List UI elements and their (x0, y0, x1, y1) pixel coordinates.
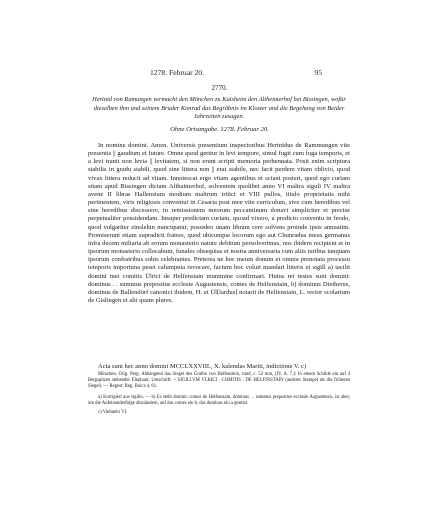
document-number: 2770. (211, 84, 228, 92)
document-summary: Hertnid von Ramungen vermacht den Mönchen zu Kaisheim den Altheimerhof bei Bissingen, wofür dieselben ihm und seinem Bruder Konrad das Begräbnis im Kloster und die Begehung von Beider Jahrzeiten zusagen. (92, 96, 346, 121)
running-header (150, 68, 322, 78)
page-number: 95 (314, 68, 322, 77)
footnote-a-b: a) Korrigiert aus sigilio. — b) Es steht domini: comes de Helfenstain, dominus . . summus prepositus ecclesie Augustensis, ist aber, um die Aufeinanderfolge abzuändern, auf das comes ein b, das dominus ein a gesetzt. (88, 394, 350, 406)
acta-line: Acta sunt hec anno domini MCCLXXVIII., X. kalendas Martii, indictione V. c) (98, 363, 307, 370)
document-body: In nomine domini. Amen. Universis presentium inspectoribus Hertnidus de Rammungen vite presentis || gaudium et future. Omne quod geritur in levi tempore, simul fugit cum fuga temporis, et a levi tranit non levia || levitatem, si non erunt scripti memoria perhennata. Posit enim scriptura stabilis in gradu stabili, quod sine littera non || erat stabile, nec facit perdere vitam oblivio, quod vivax littera reducit ad vitam. Innotescat ergo vitam agentibus et sciant posteri, quod ego curiam sitam apud Bissingen dictam Althaimerhof, solventem quolibet anno VI maltra siguli IV maltra avene II libras Hallensium modium maltrum tritici et VIII pullos, titulo proprietatis mihi pertinentem, viris religiosis conventui in Cesaria post mee vite curriculum, sive cum heredibus vel sine heredibus discessero, in remissionem meorum peccaminum donavi simpliciter et precise perpetualiter possidendam. Insuper predictam curiam, quoad vixero, a predicto conventu in feodo, quod vulgariter zinslehin nuncupatur, possideo unam libram cere solvens proinde ipsis annuatim. Promiserunt etiam supradicti fratres, quod ubicunque locorum ego aut Chunradus meus germanus infra decem miliaria ab eorum monasterio nature debitum persolverimus, nos ibidem recipient et in ipsorum monasterio collocabunt, funales obsequias et nostra anniversaria cum aliis iuribus tanquam ipsorum confratribus sobis celebrantes. Preterea ne hoc meum donum et omnia prenotata processu temporis importuna peset calumpnia revocare, factum hoc voluit mandari litteris et sigill a) iacilti domini mei comitis Ülrici de Helfenstain munimine confirmari. Huius rei testes sunt domini: dominus . . summus prepositus ecclesie Augustensis, comes de Helfenstain, b) dominus Dietherus, dominus de Ballendorf canonici ibidem, H. et Ül[lardus] notarii de Helfenstain, L. rector scolarium de Gislingen et alii quam plures. (88, 142, 350, 304)
header-date: 1278. Februar 20. (150, 68, 204, 77)
source-note: München. Orig. Perg. Abhangend das Siegel des Grafen von Helfenstein, rund, c. 53 mm, (IV. A. 7.): In einem Schilde ein auf 4 Bergspitzen stehender Elephant; Umschrift: + SIGILLVM VLRICI . COMITIS . DE HELFINSTAIN (anderer Stempel als die früheren Siegel). — Regest: Reg. Boica 4, 61. (88, 372, 350, 390)
place-date-line: Ohne Ortsangabe. 1278. Februar 20. (170, 126, 269, 133)
footnotes (88, 372, 350, 416)
footnote-c: c) Vielmehr VI. (98, 410, 128, 416)
